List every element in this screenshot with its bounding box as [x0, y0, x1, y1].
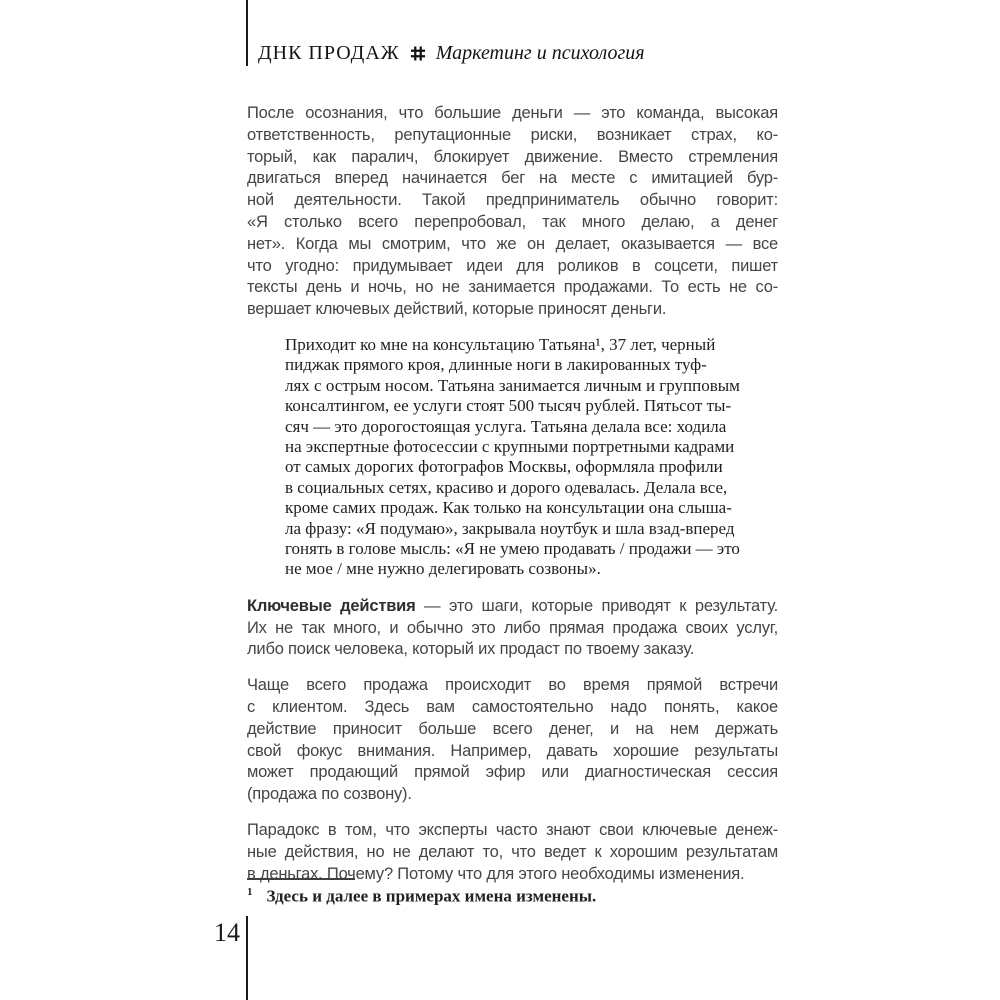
text-line: ные действия, но не делают то, что ведет к хорошим результатам [247, 842, 778, 861]
text-line: от самых дорогих фотографов Москвы, оформляла профили [285, 457, 723, 477]
text-line: что угодно: придумывает идеи для роликов в соцсети, пишет [247, 256, 778, 275]
footer-vertical-rule [246, 916, 248, 1000]
text-line: свой фокус внимания. Например, давать хорошие результаты [247, 741, 778, 760]
footnote [247, 886, 778, 907]
header-vertical-rule [246, 0, 248, 66]
text-line: Чаще всего продажа происходит во время прямой встречи [247, 676, 778, 695]
text-line: После осознания, что большие деньги — это команда, высокая [247, 104, 778, 122]
text-line: Приходит ко мне на консультацию Татьяна¹, 37 лет, черный [285, 334, 716, 354]
text-line: в социальных сетях, красиво и дорого одевалась. Делала все, [285, 477, 728, 497]
text-line: двигаться вперед начинается бег на месте с имитацией бур- [247, 169, 778, 188]
paragraph-paradox [247, 820, 778, 885]
chapter-title: Маркетинг и психология [435, 42, 645, 64]
text-line: лях с острым носом. Татьяна занимается личным и групповым [285, 375, 740, 395]
page-number: 14 [214, 918, 240, 947]
text-line: пиджак прямого кроя, длинные ноги в лакированных туф- [285, 355, 707, 375]
text-line: может продающий прямой эфир или диагностическая сессия [247, 763, 778, 782]
text-line: кроме самих продаж. Как только на консультации она слыша- [285, 498, 732, 518]
paragraph-direct-meeting [247, 675, 778, 806]
text-line: ной деятельности. Такой предприниматель обычно говорит: [247, 191, 778, 210]
text-line: сяч — это дорогостоящая услуга. Татьяна делала все: ходила [285, 416, 727, 436]
text-line: торый, как паралич, блокирует движение. Вместо стремления [247, 147, 778, 166]
running-header [258, 42, 645, 65]
text-line: на экспертные фотосессии с крупными портретными кадрами [285, 437, 735, 456]
text-line: с клиентом. Здесь вам самостоятельно надо понять, какое [247, 698, 778, 717]
text-line: нет». Когда мы смотрим, что же он делает, оказывается — все [247, 234, 778, 253]
text-column [247, 103, 778, 899]
text-line: действие приносит больше всего денег, и на нем держать [247, 719, 778, 738]
text-line: не мое / мне нужно делегировать созвоны». [285, 559, 601, 579]
text-line: (продажа по созвону). [247, 785, 412, 804]
paragraph-fear-paralysis [247, 103, 778, 321]
text-line: Их не так много, и обычно это либо прямая продажа своих услуг, [247, 618, 778, 637]
text-line: Парадокс в том, что эксперты часто знают свои ключевые денеж- [247, 821, 778, 840]
text-line: «Я столько всего перепробовал, так много делаю, а денег [247, 212, 778, 231]
footnote-separator-rule [247, 878, 355, 880]
text-line: в деньгах. Почему? Потому что для этого необходимы изменения. [247, 864, 745, 883]
text-line: ла фразу: «Я подумаю», закрывала ноутбук и шла взад-вперед [285, 518, 735, 538]
hash-ornament-icon [410, 45, 426, 62]
text-line: ответственность, репутационные риски, возникает страх, ко- [247, 125, 778, 144]
footnote-text: Здесь и далее в примерах имена изменены. [266, 886, 597, 906]
book-title: ДНК ПРОДАЖ [258, 42, 400, 64]
bold-lead: Ключевые действия [247, 596, 416, 615]
block-quote-tatyana-example [285, 335, 778, 580]
text-line: Ключевые действия — это шаги, которые приводят к результату. [247, 596, 779, 615]
text-line: гонять в голове мысль: «Я не умею продавать / продажи — это [285, 539, 740, 559]
text-line: тексты день и ночь, но не занимается продажами. То есть не со- [247, 278, 778, 297]
text-line: консалтингом, ее услуги стоят 500 тысяч рублей. Пятьсот ты- [285, 396, 732, 416]
text-line: вершает ключевых действий, которые приносят деньги. [247, 300, 667, 319]
text-line: либо поиск человека, который их продаст по твоему заказу. [247, 640, 695, 659]
paragraph-key-actions-definition [247, 596, 778, 661]
footnote-marker: 1 [247, 886, 253, 898]
